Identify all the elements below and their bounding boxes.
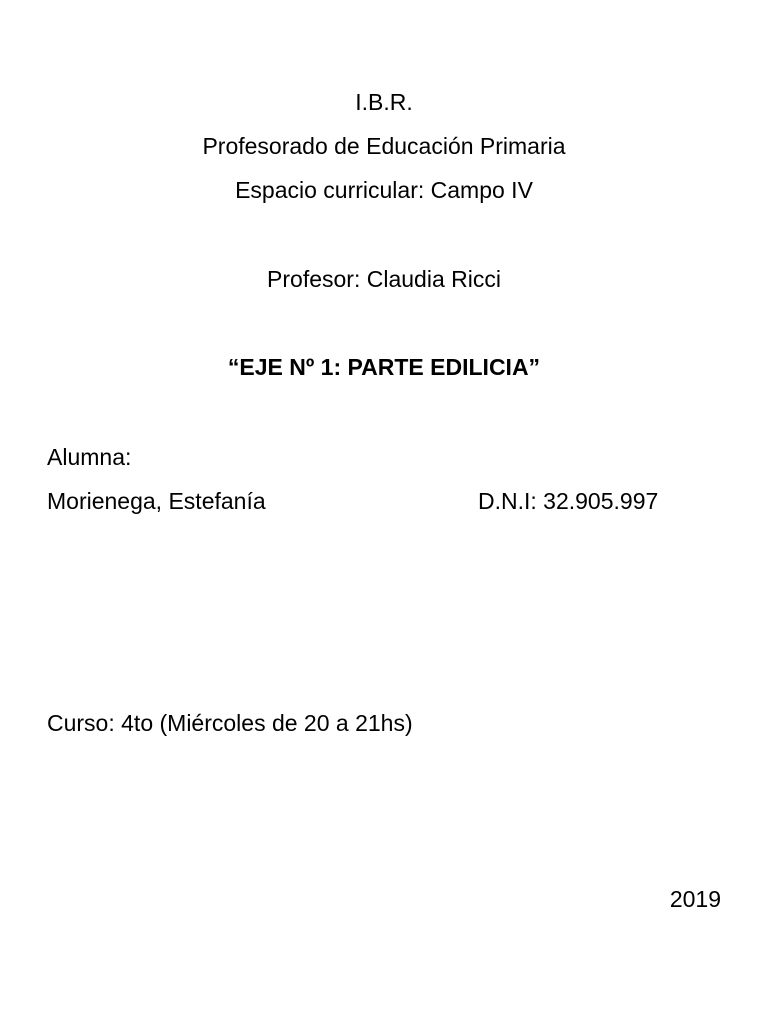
document-title: “EJE Nº 1: PARTE EDILICIA” [227,354,541,380]
course-line: Curso: 4to (Miércoles de 20 a 21hs) [47,710,413,736]
student-dni: D.N.I: 32.905.997 [478,488,659,514]
program-name: Profesorado de Educación Primaria [202,133,566,159]
year-label: 2019 [669,886,721,912]
student-name: Morienega, Estefanía [47,488,266,514]
institution-name: I.B.R. [355,89,413,115]
professor-line: Profesor: Claudia Ricci [267,266,501,292]
student-label: Alumna: [47,444,132,470]
subject-line: Espacio curricular: Campo IV [235,177,533,203]
